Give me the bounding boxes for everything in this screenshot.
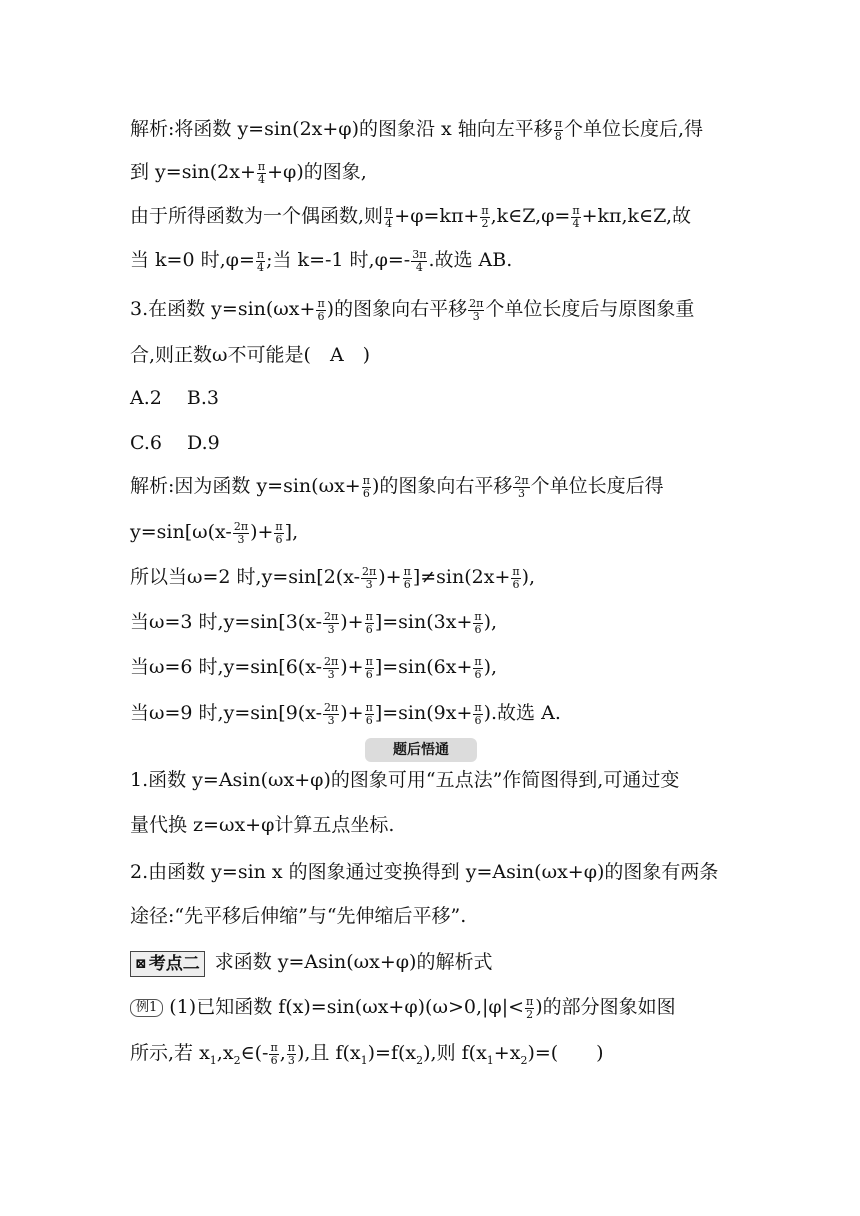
fraction <box>365 611 374 636</box>
fraction <box>525 996 534 1021</box>
fraction <box>473 611 482 636</box>
summary-point-1-line-2: 量代换 z=ωx+φ计算五点坐标. <box>130 814 395 836</box>
numerator: 2π <box>233 519 249 533</box>
fraction <box>316 298 325 323</box>
numerator: 2π <box>324 609 339 623</box>
numerator: 2π <box>469 296 484 310</box>
denominator: 6 <box>403 577 411 591</box>
solution-q3-line-1 <box>130 474 740 500</box>
text: )=f(x <box>367 1042 417 1064</box>
question-3-line-2: 合,则正数ω不可能是( A ) <box>130 344 371 366</box>
example-badge: 例1 <box>130 999 163 1017</box>
text: 个单位长度后,得 <box>564 118 704 140</box>
fraction <box>511 566 520 591</box>
denominator: 6 <box>474 622 482 636</box>
fraction <box>323 611 339 636</box>
solution-q3-line-4 <box>130 610 740 636</box>
fraction <box>473 656 482 681</box>
text: ).故选 A. <box>483 702 561 724</box>
numerator: π <box>365 700 373 714</box>
text: ), <box>483 656 498 678</box>
text: ]≠sin(2x+ <box>412 566 511 588</box>
fraction <box>257 161 266 186</box>
text: ,x <box>216 1042 234 1064</box>
denominator: 4 <box>572 216 580 230</box>
grid-icon: ⊠ <box>135 956 147 972</box>
fraction <box>365 656 374 681</box>
denominator: 3 <box>327 667 335 681</box>
text: 当ω=3 时,y=sin[3(x- <box>130 611 323 633</box>
example-1-line-2 <box>130 1041 740 1073</box>
solution-q3-line-2 <box>130 520 740 546</box>
fraction <box>571 205 580 230</box>
section-label <box>130 951 205 977</box>
text: 3.在函数 y=sin(ωx+ <box>130 298 316 320</box>
text: )+ <box>250 521 274 543</box>
denominator: 6 <box>275 532 283 546</box>
denominator: 6 <box>365 622 373 636</box>
text: +x <box>493 1042 521 1064</box>
text: .故选 AB. <box>428 249 513 271</box>
numerator: π <box>317 296 325 310</box>
fraction <box>361 566 377 591</box>
text: ], <box>284 521 299 543</box>
denominator: 6 <box>270 1053 278 1067</box>
numerator: π <box>275 519 283 533</box>
denominator: 3 <box>237 532 245 546</box>
text: ]=sin(3x+ <box>374 611 473 633</box>
denominator: 6 <box>365 667 373 681</box>
text: ),且 f(x <box>296 1042 361 1064</box>
denominator: 4 <box>258 172 266 186</box>
subscript: 2 <box>520 1053 528 1067</box>
denominator: 8 <box>554 129 562 143</box>
solution-line-3 <box>130 204 740 230</box>
solution-q3-line-5 <box>130 655 740 681</box>
section-title: 求函数 y=Asin(ωx+φ)的解析式 <box>214 951 493 973</box>
text: 所以当ω=2 时,y=sin[2(x- <box>130 566 361 588</box>
text: 解析:将函数 y=sin(2x+φ)的图象沿 x 轴向左平移 <box>130 118 553 140</box>
text: 当ω=9 时,y=sin[9(x- <box>130 702 323 724</box>
numerator: π <box>474 654 482 668</box>
text: 到 y=sin(2x+ <box>130 161 256 183</box>
text: )的部分图象如图 <box>535 996 676 1018</box>
denominator: 6 <box>474 713 482 727</box>
text: 个单位长度后与原图象重 <box>485 298 695 320</box>
numerator: π <box>287 1040 295 1054</box>
text: 解析:因为函数 y=sin(ωx+ <box>130 475 361 497</box>
text: )+ <box>340 656 364 678</box>
numerator: π <box>526 994 534 1008</box>
subscript: 1 <box>486 1053 494 1067</box>
text: y=sin[ω(x- <box>130 521 232 543</box>
subscript: 2 <box>416 1053 424 1067</box>
fraction <box>365 702 374 727</box>
text: )+ <box>378 566 402 588</box>
text: ),则 f(x <box>423 1042 487 1064</box>
subscript: 2 <box>233 1053 241 1067</box>
text: ∈(- <box>240 1042 269 1064</box>
numerator: 2π <box>324 654 339 668</box>
question-3-line-1 <box>130 297 740 323</box>
numerator: 2π <box>514 473 529 487</box>
denominator: 2 <box>526 1007 534 1021</box>
numerator: π <box>362 473 370 487</box>
denominator: 3 <box>365 577 373 591</box>
subscript: 1 <box>360 1053 368 1067</box>
denominator: 3 <box>517 486 525 500</box>
text: ), <box>483 611 498 633</box>
numerator: 2π <box>324 700 339 714</box>
solution-line-2 <box>130 160 740 186</box>
text: ]=sin(6x+ <box>374 656 473 678</box>
numerator: 3π <box>412 247 427 261</box>
solution-q3-line-6 <box>130 701 740 727</box>
text: )的图象向右平移 <box>326 298 468 320</box>
numerator: 2π <box>362 564 377 578</box>
text: ]=sin(9x+ <box>374 702 473 724</box>
numerator: π <box>474 609 482 623</box>
numerator: π <box>474 700 482 714</box>
summary-point-2-line-1: 2.由函数 y=sin x 的图象通过变换得到 y=Asin(ωx+φ)的图象有两条 <box>130 861 719 883</box>
summary-point-2-line-2: 途径:“先平移后伸缩”与“先伸缩后平移”. <box>130 905 467 927</box>
text: +φ=kπ+ <box>394 205 480 227</box>
text: 所示,若 x <box>130 1042 210 1064</box>
fraction <box>233 521 249 546</box>
text: 当ω=6 时,y=sin[6(x- <box>130 656 323 678</box>
text: 当 k=0 时,φ= <box>130 249 255 271</box>
denominator: 4 <box>415 260 423 274</box>
numerator: π <box>365 654 373 668</box>
text: 由于所得函数为一个偶函数,则 <box>130 205 384 227</box>
denominator: 3 <box>287 1053 295 1067</box>
solution-line-4 <box>130 248 740 274</box>
text: )+ <box>340 611 364 633</box>
numerator: π <box>512 564 520 578</box>
fraction <box>411 249 427 274</box>
fraction <box>384 205 393 230</box>
fraction <box>274 521 283 546</box>
denominator: 4 <box>256 260 264 274</box>
numerator: π <box>270 1040 278 1054</box>
fraction <box>362 475 371 500</box>
fraction <box>403 566 412 591</box>
fraction <box>323 656 339 681</box>
numerator: π <box>572 203 580 217</box>
denominator: 6 <box>365 713 373 727</box>
text: , <box>279 1042 286 1064</box>
numerator: π <box>481 203 489 217</box>
text: )的图象向右平移 <box>371 475 513 497</box>
summary-point-1-line-1: 1.函数 y=Asin(ωx+φ)的图象可用“五点法”作简图得到,可通过变 <box>130 769 680 791</box>
numerator: π <box>256 247 265 261</box>
denominator: 3 <box>327 713 335 727</box>
denominator: 6 <box>474 667 482 681</box>
options-cd: C.6 D.9 <box>130 432 220 454</box>
fraction <box>323 702 339 727</box>
numerator: π <box>554 116 563 130</box>
text: +φ)的图象, <box>267 161 367 183</box>
numerator: π <box>403 564 411 578</box>
text: ,k∈Z,φ= <box>490 205 571 227</box>
denominator: 3 <box>327 622 335 636</box>
numerator: π <box>385 203 393 217</box>
section-label-text: 考点二 <box>148 954 200 974</box>
fraction <box>480 205 489 230</box>
denominator: 6 <box>512 577 520 591</box>
fraction <box>513 475 529 500</box>
numerator: π <box>365 609 373 623</box>
text: ), <box>521 566 536 588</box>
denominator: 6 <box>317 309 325 323</box>
fraction <box>554 118 563 143</box>
summary-banner: 题后悟通 <box>365 738 477 762</box>
denominator: 6 <box>362 486 370 500</box>
fraction <box>287 1042 296 1067</box>
fraction <box>473 702 482 727</box>
text: (1)已知函数 f(x)=sin(ωx+φ)(ω>0,|φ|< <box>169 996 525 1018</box>
text: 个单位长度后得 <box>530 475 664 497</box>
text: )+ <box>340 702 364 724</box>
section-heading <box>130 950 740 977</box>
denominator: 2 <box>481 216 489 230</box>
text: ;当 k=-1 时,φ=- <box>266 249 411 271</box>
fraction <box>468 298 484 323</box>
denominator: 3 <box>472 309 480 323</box>
solution-q3-line-3 <box>130 565 740 591</box>
text: )=( ) <box>527 1042 604 1064</box>
subscript: 1 <box>209 1053 217 1067</box>
fraction <box>256 249 265 274</box>
text: +kπ,k∈Z,故 <box>581 205 692 227</box>
example-1-line-1 <box>130 995 740 1021</box>
solution-line-1 <box>130 117 740 143</box>
options-ab: A.2 B.3 <box>130 387 219 409</box>
denominator: 4 <box>385 216 393 230</box>
fraction <box>269 1042 278 1067</box>
numerator: π <box>257 159 266 173</box>
